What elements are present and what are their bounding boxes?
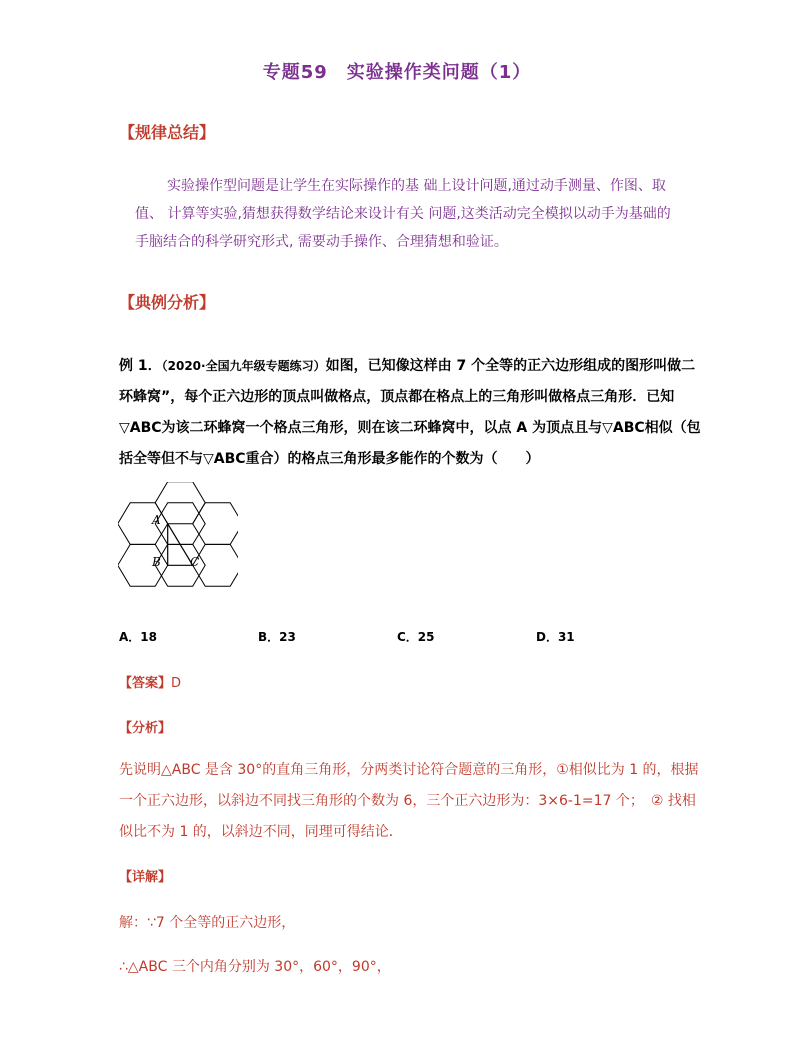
- hexagon-upper-right: [193, 503, 238, 545]
- example-label: 例 1．: [119, 358, 162, 374]
- detail-line-1: 解：∵7 个全等的正六边形，: [119, 915, 296, 931]
- option-b: B．23: [258, 630, 296, 644]
- answer-tag: 【答案】: [119, 676, 172, 691]
- example-source: （2020·全国九年级专题练习）: [161, 359, 326, 373]
- option-a: A．18: [119, 630, 157, 644]
- honeycomb-figure: [118, 482, 238, 602]
- summary-paragraph: 实验操作型问题是让学生在实际操作的基 础上设计问题,通过动手测量、作图、取值、 计算等实验,猜想获得数学结论来设计有关 问题,这类活动完全模拟以动手为基础的手脑结合的科学研究形式, 需要动手操作、合理猜想和验证。: [135, 178, 671, 250]
- analysis-text: 先说明△ABC 是含 30°的直角三角形，分两类讨论符合题意的三角形，①相似比为 1 的，根据一个正六边形，以斜边不同找三角形的个数为 6，三个正六边形为：3×6-1=17 个； ② 找相似比不为 1 的，以斜边不同，同理可得结论．: [119, 762, 699, 840]
- page-title: 专题59 实验操作类问题（1）: [262, 62, 532, 83]
- examples-heading: 【典例分析】: [119, 293, 216, 312]
- summary-heading: 【规律总结】: [119, 123, 216, 142]
- detail-line-2: ∴△ABC 三个内角分别为 30°，60°，90°，: [119, 959, 391, 975]
- vertex-label-b: B: [152, 555, 161, 569]
- vertex-label-a: A: [152, 513, 161, 527]
- option-d: D．31: [536, 630, 575, 644]
- option-c: C．25: [397, 630, 435, 644]
- answer-value: D: [171, 676, 182, 691]
- answer-line: [119, 672, 181, 691]
- vertex-label-c: C: [190, 555, 200, 569]
- detail-tag: 【详解】: [119, 870, 172, 885]
- example-question: [119, 351, 704, 475]
- example-text: 如图，已知像这样由 7 个全等的正六边形组成的图形叫做二环蜂窝”，每个正六边形的顶点叫做格点，顶点都在格点上的三角形叫做格点三角形．已知▽ABC为该二环蜂窝一个格点三角形，则在该二环蜂窝中，以点 A 为顶点且与▽ABC相似（包括全等但不与▽ABC重合）的格点三角形最多能作的个数为（ ）: [119, 358, 701, 467]
- analysis-tag: 【分析】: [119, 721, 172, 736]
- hexagon-lower-right: [193, 544, 238, 586]
